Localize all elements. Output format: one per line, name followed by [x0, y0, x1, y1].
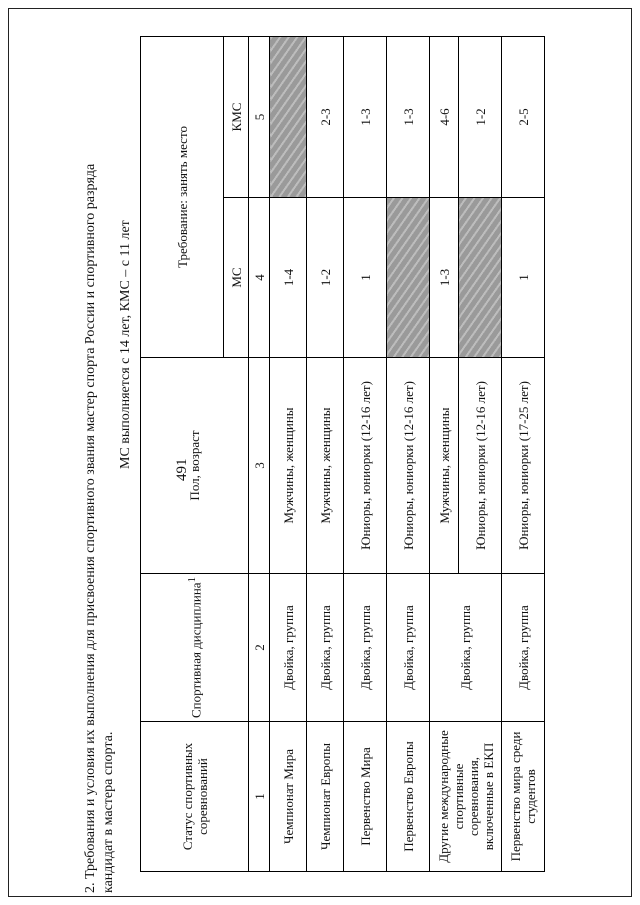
cell-ms: 1	[344, 198, 387, 358]
table-row	[307, 36, 344, 871]
cell-gender-age: Юниоры, юниорки (17-25 лет)	[502, 358, 545, 574]
table-row	[430, 36, 459, 871]
cell-ms: 1	[502, 198, 545, 358]
age-note: МС выполняется с 14 лет, КМС – с 11 лет	[118, 220, 133, 469]
requirements-table	[140, 36, 545, 872]
cell-discipline: Двойка, группа	[307, 574, 344, 722]
cell-discipline: Двойка, группа	[387, 574, 430, 722]
section-heading	[82, 33, 118, 893]
page-number: 491	[174, 458, 190, 481]
header-requirement: Требование: занять место	[141, 36, 224, 357]
column-number: 4	[249, 198, 270, 358]
cell-kms: 2-3	[307, 36, 344, 197]
cell-gender-age: Юниоры, юниорки (12-16 лет)	[459, 358, 502, 574]
heading-line-2: кандидат в мастера спорта.	[101, 731, 116, 893]
cell-ms-shaded	[387, 198, 430, 358]
cell-status: Другие международные спортивные соревнования, включенные в ЕКП	[430, 722, 502, 872]
table-row	[387, 36, 430, 871]
cell-gender-age: Мужчины, женщины	[270, 358, 307, 574]
cell-kms: 1-3	[344, 36, 387, 197]
cell-kms: 2-5	[502, 36, 545, 197]
cell-discipline: Двойка, группа	[502, 574, 545, 722]
cell-kms: 1-2	[459, 36, 502, 197]
heading-line-1: 2. Требования и условия их выполнения для присвоения спортивного звания мастер спорта России и спортивного разряда	[83, 163, 98, 893]
cell-ms: 1-4	[270, 198, 307, 358]
header-discipline-footnote: 1	[186, 577, 199, 583]
cell-gender-age: Мужчины, женщины	[430, 358, 459, 574]
cell-gender-age: Мужчины, женщины	[307, 358, 344, 574]
cell-gender-age: Юниоры, юниорки (12-16 лет)	[387, 358, 430, 574]
cell-status: Чемпионат Европы	[307, 722, 344, 872]
column-number: 1	[249, 722, 270, 872]
cell-status: Первенство Мира	[344, 722, 387, 872]
cell-status: Чемпионат Мира	[270, 722, 307, 872]
cell-kms: 1-3	[387, 36, 430, 197]
cell-ms: 1-2	[307, 198, 344, 358]
table-row	[502, 36, 545, 871]
header-kms: КМС	[224, 36, 249, 197]
cell-discipline: Двойка, группа	[344, 574, 387, 722]
header-ms: МС	[224, 198, 249, 358]
table-row	[344, 36, 387, 871]
cell-status: Первенство Европы	[387, 722, 430, 872]
cell-discipline: Двойка, группа	[430, 574, 502, 722]
header-discipline	[141, 574, 249, 722]
header-discipline-label: Спортивная дисциплина	[188, 582, 204, 718]
cell-kms: 4-6	[430, 36, 459, 197]
cell-discipline: Двойка, группа	[270, 574, 307, 722]
cell-ms-shaded	[459, 198, 502, 358]
column-number: 5	[249, 36, 270, 197]
column-number: 2	[249, 574, 270, 722]
header-gender-age: Пол, возраст	[141, 358, 249, 574]
header-status: Статус спортивных соревнований	[141, 722, 249, 872]
column-number: 3	[249, 358, 270, 574]
cell-ms: 1-3	[430, 198, 459, 358]
cell-status: Первенство мира среди студентов	[502, 722, 545, 872]
cell-gender-age: Юниоры, юниорки (12-16 лет)	[344, 358, 387, 574]
table-row	[270, 36, 307, 871]
column-number-row	[249, 36, 270, 871]
cell-kms-shaded	[270, 36, 307, 197]
header-row	[141, 36, 224, 871]
